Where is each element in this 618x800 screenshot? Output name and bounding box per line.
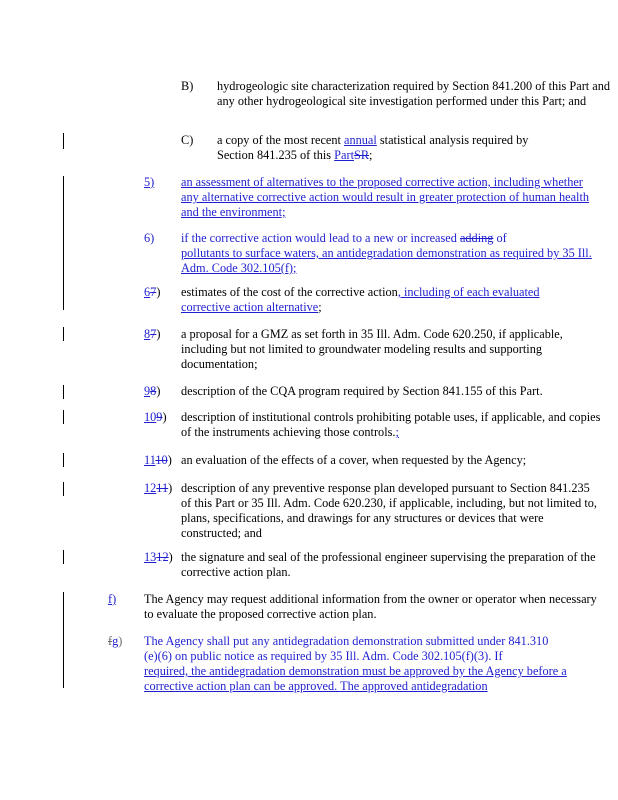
item-label: 1312) (144, 550, 173, 564)
inserted-text: annual (344, 133, 377, 147)
item-text: an assessment of alternatives to the proposed corrective action, including whether any alternative corrective action would result in greater protection of human health and the environment; (181, 175, 590, 219)
paragraph-label: f) (108, 592, 117, 606)
revision-bar (63, 327, 64, 341)
item-text: a proposal for a GMZ as set forth in 35 Ill. Adm. Code 620.250, if applicable, including but not limited to groundwater modeling results and supporting documentation; (181, 327, 563, 371)
inserted-text: pollutants to surface waters, an antidegradation demonstration as required by 35 Ill. Adm. Code 302.105(f); (181, 246, 592, 275)
item-label: 1110) (144, 453, 172, 467)
paragraph-text: The Agency shall put any antidegradation demonstration submitted under 841.310 (e)(6) on public notice as required by 35 Ill. Adm. Code 302.105(f)(3). If required, the antidegradation demonstration must be approved by the Agency before a corrective action plan can be approved. The approved antidegradation (144, 634, 567, 693)
inserted-text: Part (334, 148, 354, 162)
revision-bar (63, 176, 64, 310)
revision-bar (63, 410, 64, 424)
item-text: description of the CQA program required by Section 841.155 of this Part. (181, 384, 543, 398)
item-label: C) (181, 133, 194, 147)
item-label: 5) (144, 175, 155, 189)
item-label: 98) (144, 384, 161, 398)
paragraph-label: fg) (108, 634, 123, 648)
inserted-text: , including of each evaluated corrective action alternative (181, 285, 540, 314)
deleted-text: adding (459, 231, 494, 245)
item-label: 67) (144, 285, 161, 299)
item-text: description of any preventive response plan developed pursuant to Section 841.235 of this Part or 35 Ill. Adm. Code 620.230, if applicable, including, but not limited to, plans, specifications, and drawings for any structures or devices that were constructed; and (181, 481, 597, 540)
item-text: an evaluation of the effects of a cover, when requested by the Agency; (181, 453, 527, 467)
item-label: B) (181, 79, 194, 93)
revision-bar (63, 453, 64, 467)
paragraph-text: The Agency may request additional information from the owner or operator when necessary to evaluate the proposed corrective action plan. (144, 592, 597, 621)
item-label: 87) (144, 327, 161, 341)
item-text: hydrogeologic site characterization required by Section 841.200 of this Part and any other hydrogeological site investigation performed under this Part; and (217, 79, 611, 108)
item-label: 109) (144, 410, 167, 424)
item-label: 1211) (144, 481, 173, 495)
inserted-text: required, the antidegradation demonstration must be approved by the Agency before a corrective action plan can be approved. The approved antidegradation (144, 664, 567, 693)
item-label: 6) (144, 231, 155, 245)
revision-bar (63, 592, 64, 688)
revision-bar (63, 550, 64, 564)
revision-bar (63, 133, 64, 149)
item-text: the signature and seal of the professional engineer supervising the preparation of the corrective action plan. (181, 550, 596, 579)
item-text: if the corrective action would lead to a new or increased adding of pollutants to surface waters, an antidegradation demonstration as required by 35 Ill. Adm. Code 302.105(f); (181, 231, 592, 275)
item-text: description of institutional controls prohibiting potable uses, if applicable, and copies of the instruments achieving those controls.; (181, 410, 601, 439)
item-text: a copy of the most recent annual statistical analysis required by Section 841.235 of this PartSR; (217, 133, 529, 162)
revision-bar (63, 385, 64, 399)
deleted-text: SR (353, 148, 370, 162)
item-text: estimates of the cost of the corrective action, including of each evaluated corrective action alternative; (181, 285, 540, 314)
revision-bar (63, 482, 64, 496)
